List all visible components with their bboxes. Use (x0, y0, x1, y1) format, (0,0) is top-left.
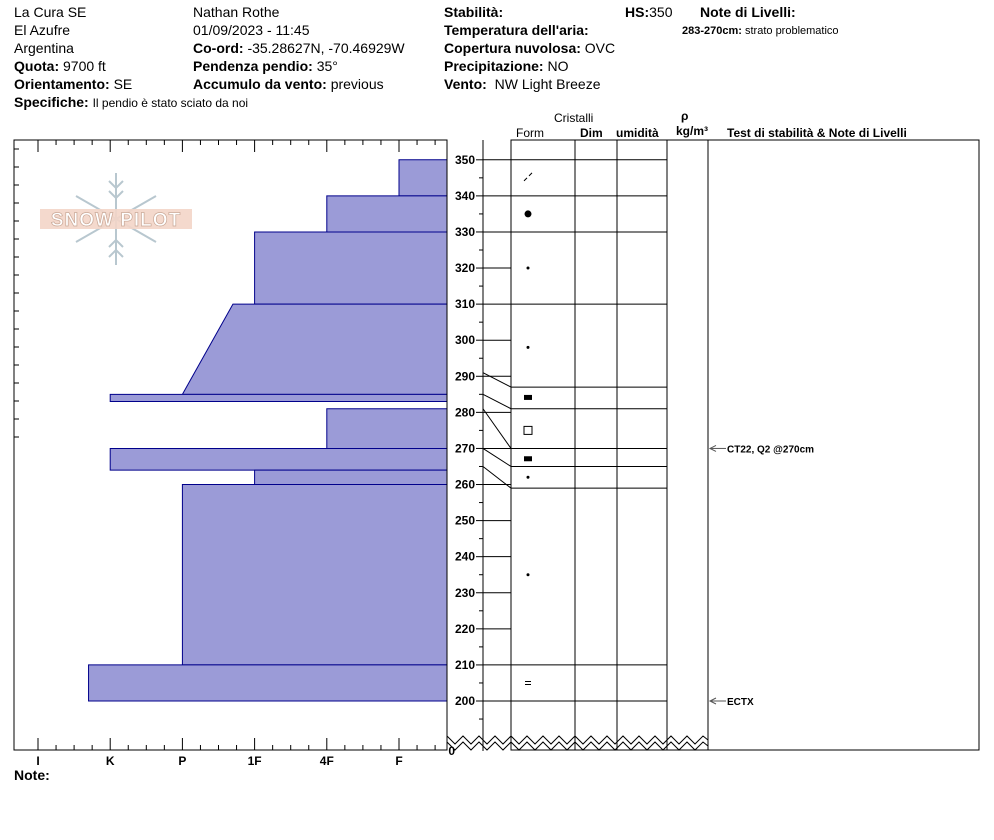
depth-layer-connector (483, 394, 511, 408)
depth-tick-label: 240 (455, 549, 476, 564)
depth-tick-label: 340 (455, 188, 476, 203)
slope-value: 35° (316, 58, 338, 74)
grain-crust-icon (524, 395, 532, 400)
depth-layer-connector (483, 373, 511, 387)
hardness-axis-label: F (395, 754, 403, 768)
hardness-bar (327, 409, 447, 449)
depth-tick-label: 200 (455, 694, 476, 708)
observer-name: Nathan Rothe (193, 4, 280, 20)
country-name: Argentina (14, 40, 74, 56)
depth-tick-label: 320 (455, 261, 476, 276)
specifics-label: Specifiche: (14, 94, 89, 110)
depth-tick-label: 250 (455, 513, 476, 528)
stability-notes-header: Test di stabilità & Note di Livelli (727, 126, 907, 140)
grain-rounded-icon (525, 210, 532, 217)
hs-value: 350 (649, 4, 673, 20)
axis-break-zigzag (447, 736, 708, 750)
depth-tick-label: 260 (455, 477, 476, 492)
hardness-axis-label: 4F (319, 754, 334, 768)
depth-tick-label: 350 (455, 152, 476, 167)
hardness-bar (89, 665, 447, 701)
hardness-bars (89, 160, 447, 701)
snowpilot-logo (40, 173, 192, 265)
form-header: Form (516, 126, 544, 140)
stability-test-label: CT22, Q2 @270cm (727, 444, 815, 456)
wind-loading-value: previous (330, 76, 384, 92)
grain-faceted-icon (524, 426, 532, 434)
hardness-bar (327, 196, 447, 232)
hardness-bar (110, 448, 447, 470)
depth-tick-label: 230 (455, 585, 476, 600)
grain-crust-icon (524, 456, 532, 461)
hardness-bar (399, 160, 447, 196)
coord-value: -35.28627N, -70.46929W (247, 40, 405, 56)
grain-small-rounded-icon (527, 573, 530, 576)
grain-ice-formation-icon (525, 681, 531, 684)
sky-label: Copertura nuvolosa: (444, 40, 581, 56)
precip-value: NO (547, 58, 569, 74)
hardness-axis-labels (36, 754, 402, 768)
depth-layer-connector (483, 409, 511, 449)
layer-note-text: strato problematico (745, 25, 839, 37)
grain-small-rounded-icon (527, 476, 530, 479)
note-label: Note: (14, 767, 50, 783)
depth-tick-label: 290 (455, 369, 476, 384)
observation-datetime: 01/09/2023 - 11:45 (193, 22, 310, 38)
depth-tick-label: 300 (455, 333, 476, 348)
location-name: La Cura SE (14, 4, 87, 20)
layer-note-range: 283-270cm: (682, 25, 742, 37)
specifics-value: Il pendio è stato sciato da noi (92, 96, 249, 110)
aspect-label: Orientamento: (14, 76, 110, 92)
depth-tick-label: 210 (455, 657, 476, 672)
rho-header: ρ (681, 109, 689, 123)
depth-tick-label: 220 (455, 621, 476, 636)
hardness-axis-label: P (178, 754, 187, 768)
stability-test-markers (710, 444, 814, 708)
hardness-axis-label: K (105, 754, 115, 768)
hs-label: HS: (625, 4, 650, 20)
grain-small-rounded-icon (527, 267, 530, 270)
elevation-label: Quota: (14, 58, 60, 74)
hardness-bar (110, 394, 447, 401)
grain-small-rounded-icon (527, 346, 530, 349)
layer-notes-title: Note di Livelli: (700, 4, 796, 20)
coord-label: Co-ord: (193, 40, 244, 56)
hardness-axis-label: 1F (247, 754, 262, 768)
slope-label: Pendenza pendio: (193, 58, 313, 74)
region-name: El Azufre (14, 22, 71, 38)
precip-label: Precipitazione: (444, 58, 544, 74)
grain-form-symbols (524, 173, 532, 685)
depth-tick-label: 330 (455, 224, 476, 239)
wind-label: Vento: (444, 76, 487, 92)
density-unit-header: kg/m³ (676, 124, 709, 138)
hardness-bar (255, 470, 447, 484)
sky-value: OVC (584, 40, 616, 56)
hardness-bar (182, 485, 447, 665)
depth-zero-label: 0 (448, 744, 455, 758)
logo-text: SNOW PILOT (50, 210, 182, 231)
crystals-header: Cristalli (554, 111, 594, 125)
aspect-value: SE (113, 76, 133, 92)
air-temp-label: Temperatura dell'aria: (444, 22, 589, 38)
stability-label: Stabilità: (444, 4, 504, 20)
depth-tick-label: 280 (455, 405, 476, 420)
hardness-axis-label: I (36, 754, 40, 768)
elevation-value: 9700 ft (63, 58, 106, 74)
wind-loading-label: Accumulo da vento: (193, 76, 327, 92)
dim-header: Dim (580, 126, 603, 140)
hardness-bar (255, 232, 447, 304)
wind-value: NW Light Breeze (494, 76, 601, 92)
depth-layer-connector (483, 448, 511, 466)
grain-decomposing-icon (524, 173, 532, 181)
depth-tick-label: 310 (455, 297, 476, 312)
moisture-header: umidità (616, 126, 659, 140)
stability-test-label: ECTX (727, 697, 754, 708)
hardness-bar (182, 304, 447, 394)
depth-tick-label: 270 (455, 441, 476, 456)
